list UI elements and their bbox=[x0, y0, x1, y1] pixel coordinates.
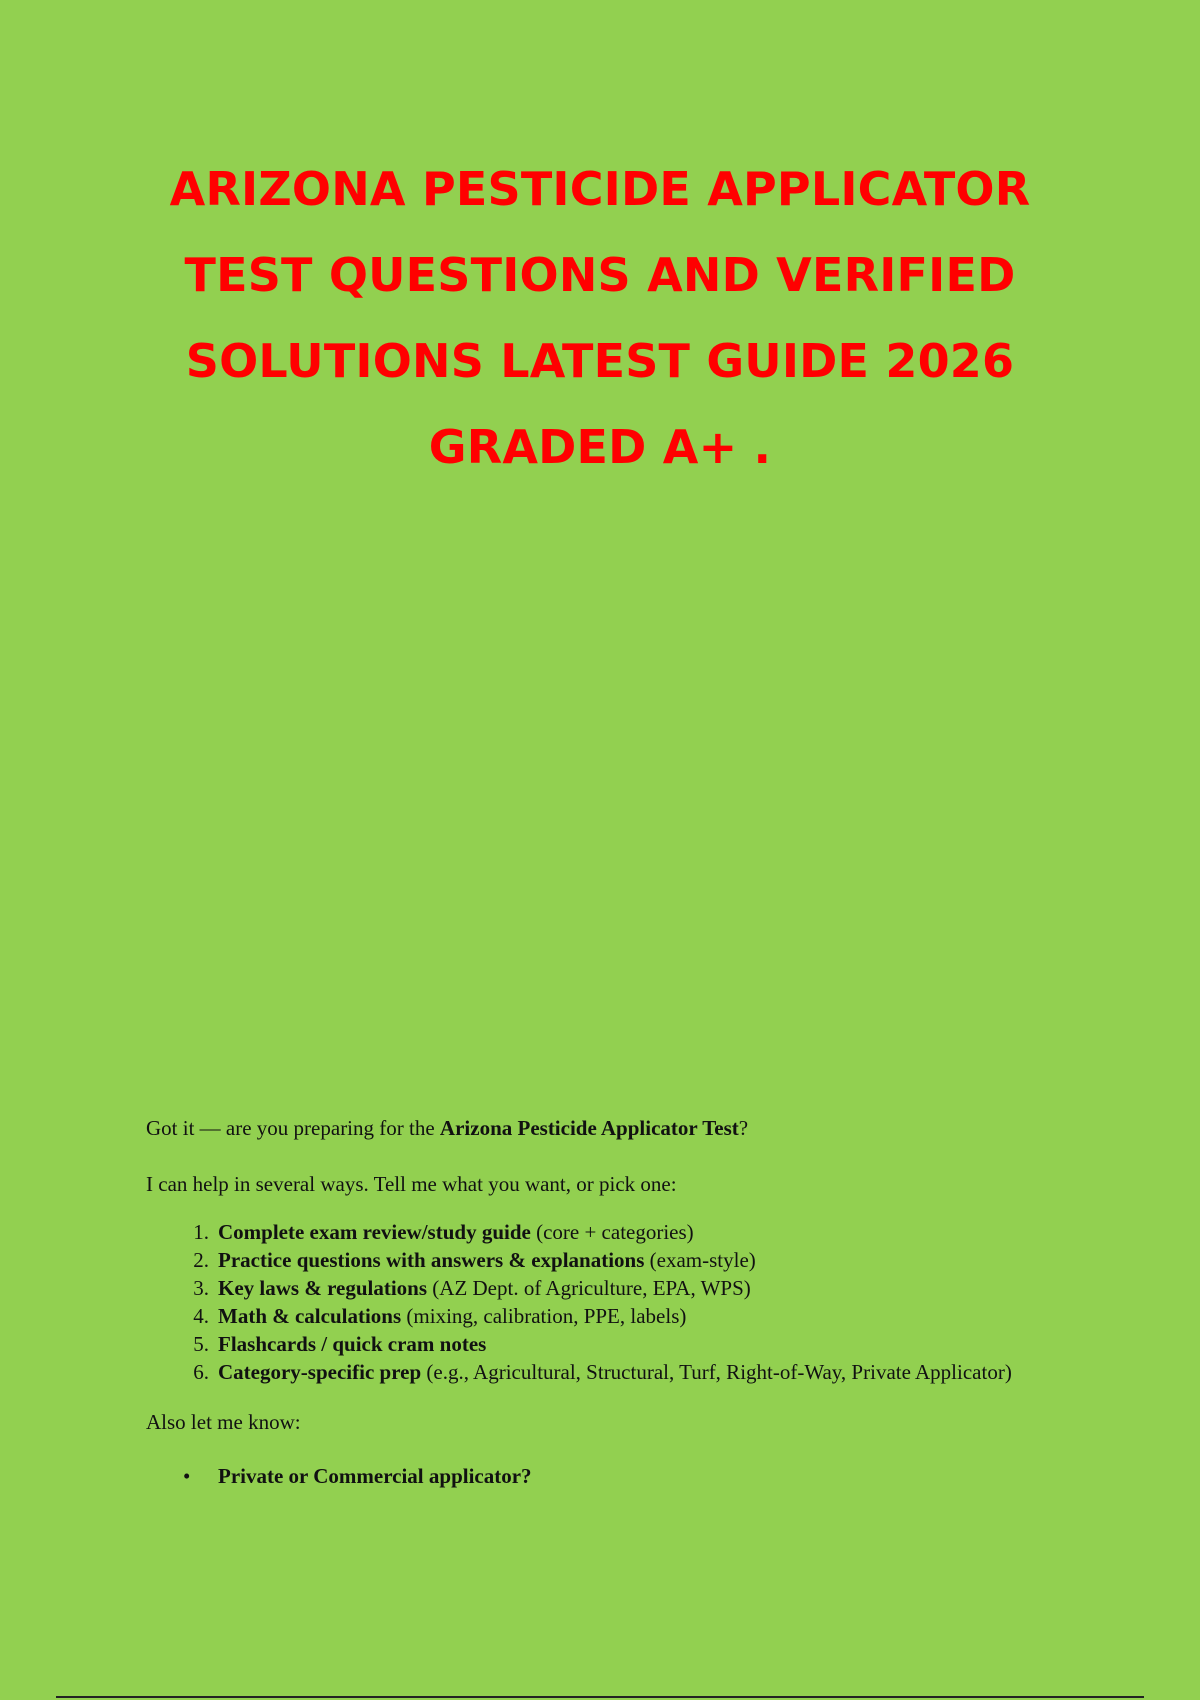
option-bold: Math & calculations bbox=[218, 1304, 402, 1328]
option-bold: Complete exam review/study guide bbox=[218, 1220, 531, 1244]
help-paragraph: I can help in several ways. Tell me what you want, or pick one: bbox=[146, 1172, 677, 1196]
option-item bbox=[218, 1358, 1076, 1386]
questions-list bbox=[146, 1462, 1076, 1490]
option-rest: (AZ Dept. of Agriculture, EPA, WPS) bbox=[427, 1276, 751, 1300]
option-bold: Practice questions with answers & explanations bbox=[218, 1248, 645, 1272]
title-line: SOLUTIONS LATEST GUIDE 2026 bbox=[185, 334, 1015, 388]
option-item bbox=[218, 1302, 1076, 1330]
option-item bbox=[218, 1246, 1076, 1274]
intro-bold: Arizona Pesticide Applicator Test bbox=[439, 1116, 739, 1140]
footer-divider bbox=[56, 1696, 1144, 1698]
options-list bbox=[146, 1218, 1076, 1386]
question-item bbox=[218, 1462, 1076, 1490]
document-body bbox=[146, 1114, 1076, 1490]
title-line: TEST QUESTIONS AND VERIFIED bbox=[184, 248, 1016, 302]
intro-paragraph bbox=[146, 1114, 1076, 1142]
option-rest: (exam-style) bbox=[644, 1248, 756, 1272]
question-bold: Private or Commercial applicator? bbox=[218, 1464, 532, 1488]
option-bold: Flashcards / quick cram notes bbox=[218, 1332, 487, 1356]
option-rest: (mixing, calibration, PPE, labels) bbox=[401, 1304, 687, 1328]
option-item bbox=[218, 1218, 1076, 1246]
option-bold: Key laws & regulations bbox=[218, 1276, 428, 1300]
title-line: GRADED A+ . bbox=[428, 420, 772, 474]
title-line: ARIZONA PESTICIDE APPLICATOR bbox=[169, 162, 1031, 216]
option-item bbox=[218, 1330, 1076, 1358]
option-item bbox=[218, 1274, 1076, 1302]
option-rest: (e.g., Agricultural, Structural, Turf, Right-of-Way, Private Applicator) bbox=[421, 1360, 1012, 1384]
intro-prefix: Got it — are you preparing for the bbox=[146, 1116, 440, 1140]
also-paragraph: Also let me know: bbox=[146, 1410, 301, 1434]
intro-suffix: ? bbox=[738, 1116, 749, 1140]
option-bold: Category-specific prep bbox=[218, 1360, 422, 1384]
option-rest: (core + categories) bbox=[530, 1220, 694, 1244]
document-title bbox=[100, 146, 1100, 490]
